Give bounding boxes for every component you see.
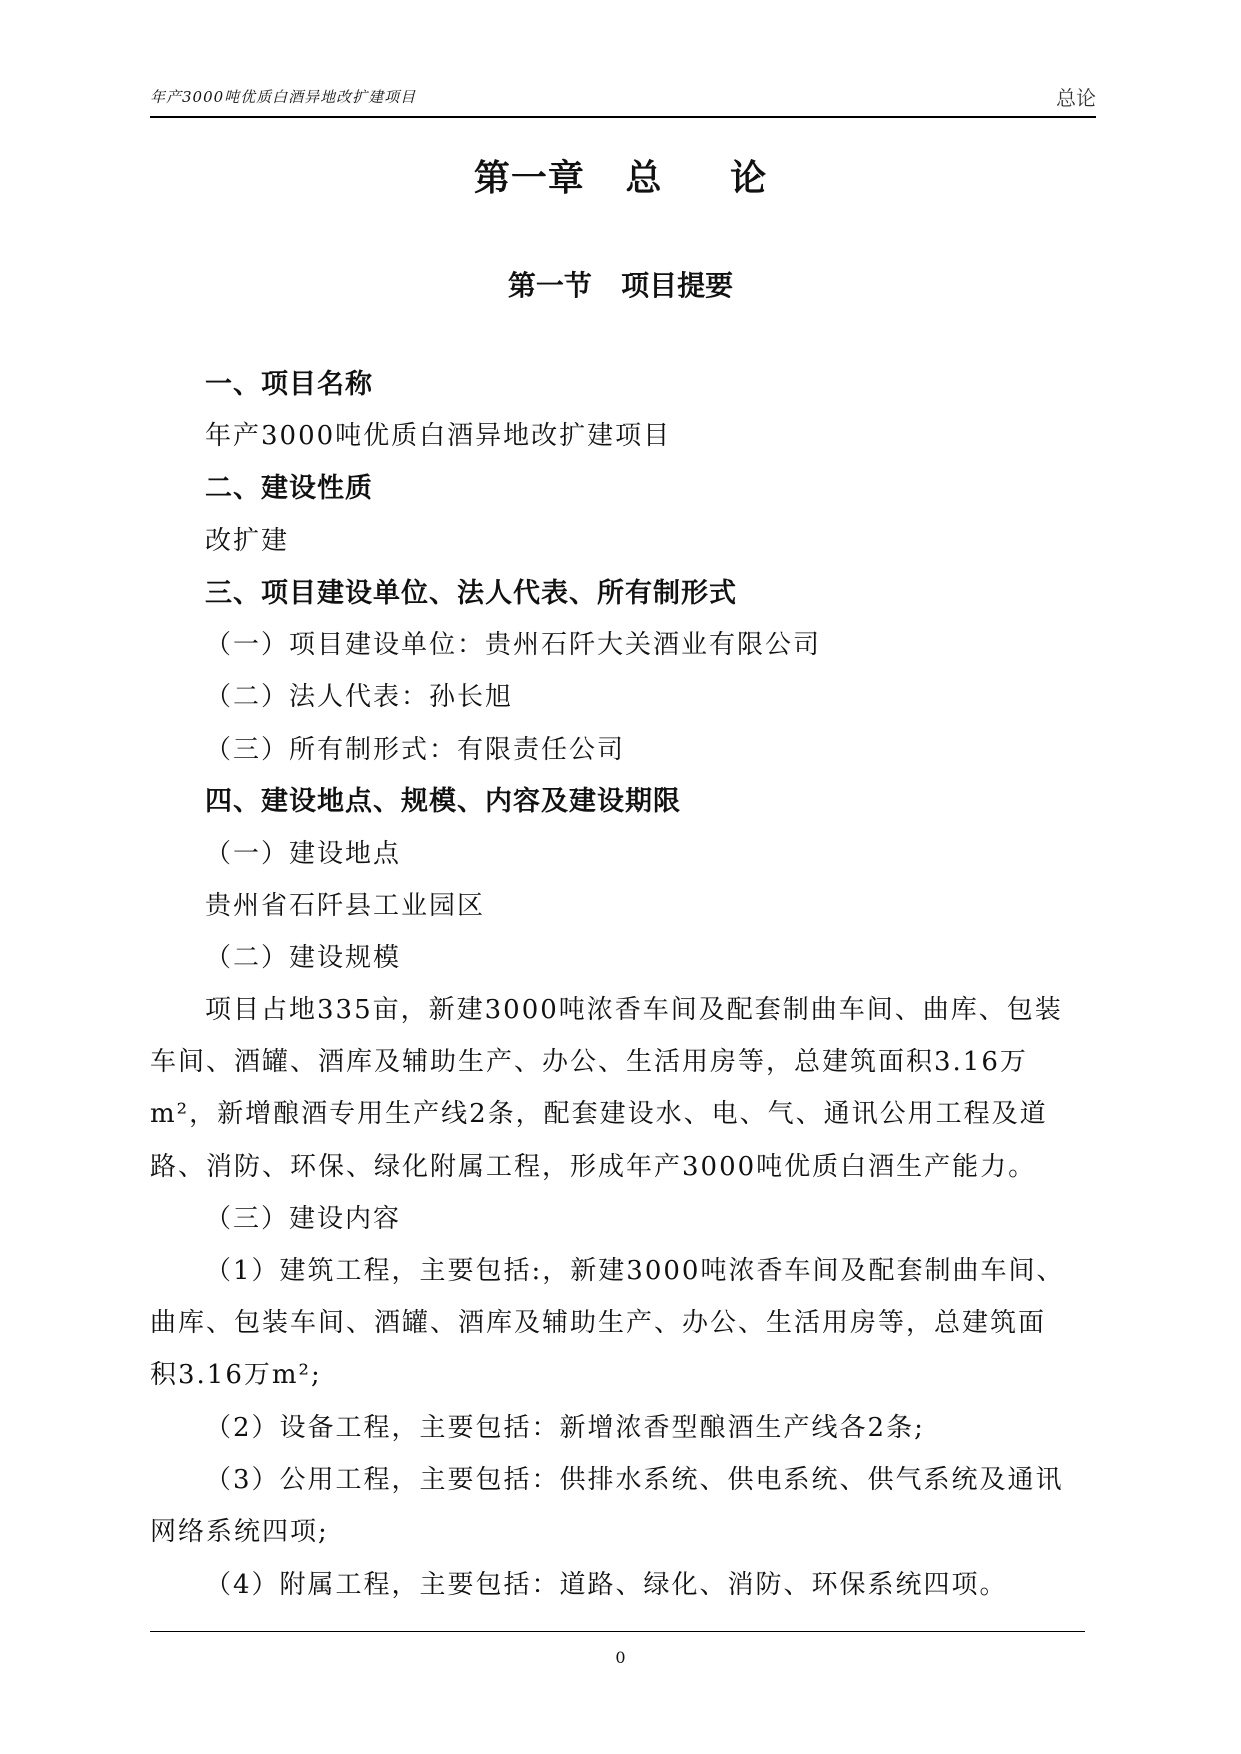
page-header bbox=[150, 86, 1096, 118]
page-number: 0 bbox=[615, 1648, 626, 1667]
heading-construction-nature: 二、建设性质 bbox=[205, 473, 373, 504]
legal-representative-text: （二）法人代表：孙长旭 bbox=[205, 682, 514, 712]
content-item-line: （2）设备工程，主要包括：新增浓香型酿酒生产线各2条; bbox=[205, 1413, 925, 1443]
project-name-text: 年产3000吨优质白酒异地改扩建项目 bbox=[205, 421, 672, 451]
heading-project-name: 一、项目名称 bbox=[205, 369, 373, 400]
footer-rule bbox=[150, 1631, 1085, 1632]
scale-paragraph-line: m²，新增酿酒专用生产线2条，配套建设水、电、气、通讯公用工程及道 bbox=[150, 1099, 1048, 1129]
location-label: （一）建设地点 bbox=[205, 839, 402, 869]
chapter-title: 第一章 总 论 bbox=[473, 158, 768, 199]
content-item-line: 积3.16万m²; bbox=[150, 1360, 322, 1390]
content-item-line: （3）公用工程，主要包括：供排水系统、供电系统、供气系统及通讯 bbox=[205, 1465, 1064, 1495]
location-text: 贵州省石阡县工业园区 bbox=[205, 891, 486, 921]
heading-location-scale: 四、建设地点、规模、内容及建设期限 bbox=[205, 786, 681, 817]
content-label: （三）建设内容 bbox=[205, 1204, 402, 1234]
section-title: 第一节 项目提要 bbox=[507, 269, 734, 302]
scale-paragraph-line: 车间、酒罐、酒库及辅助生产、办公、生活用房等，总建筑面积3.16万 bbox=[150, 1047, 1028, 1077]
content-item-line: （1）建筑工程，主要包括:，新建3000吨浓香车间及配套制曲车间、 bbox=[205, 1256, 1065, 1286]
heading-builder-info: 三、项目建设单位、法人代表、所有制形式 bbox=[205, 578, 737, 609]
builder-unit-text: （一）项目建设单位：贵州石阡大关酒业有限公司 bbox=[205, 630, 822, 660]
content-item-line: （4）附属工程，主要包括：道路、绿化、消防、环保系统四项。 bbox=[205, 1570, 1008, 1600]
scale-paragraph-line: 项目占地335亩，新建3000吨浓香车间及配套制曲车间、曲库、包装 bbox=[205, 995, 1063, 1025]
scale-label: （二）建设规模 bbox=[205, 943, 402, 973]
content-item-line: 曲库、包装车间、酒罐、酒库及辅助生产、办公、生活用房等，总建筑面 bbox=[150, 1308, 1047, 1338]
construction-nature-text: 改扩建 bbox=[205, 526, 290, 556]
header-document-title: 年产3000吨优质白酒异地改扩建项目 bbox=[150, 88, 417, 106]
header-section-name: 总论 bbox=[1056, 86, 1096, 110]
scale-paragraph-line: 路、消防、环保、绿化附属工程，形成年产3000吨优质白酒生产能力。 bbox=[150, 1152, 1037, 1182]
ownership-form-text: （三）所有制形式：有限责任公司 bbox=[205, 735, 626, 765]
content-item-line: 网络系统四项; bbox=[150, 1517, 329, 1547]
